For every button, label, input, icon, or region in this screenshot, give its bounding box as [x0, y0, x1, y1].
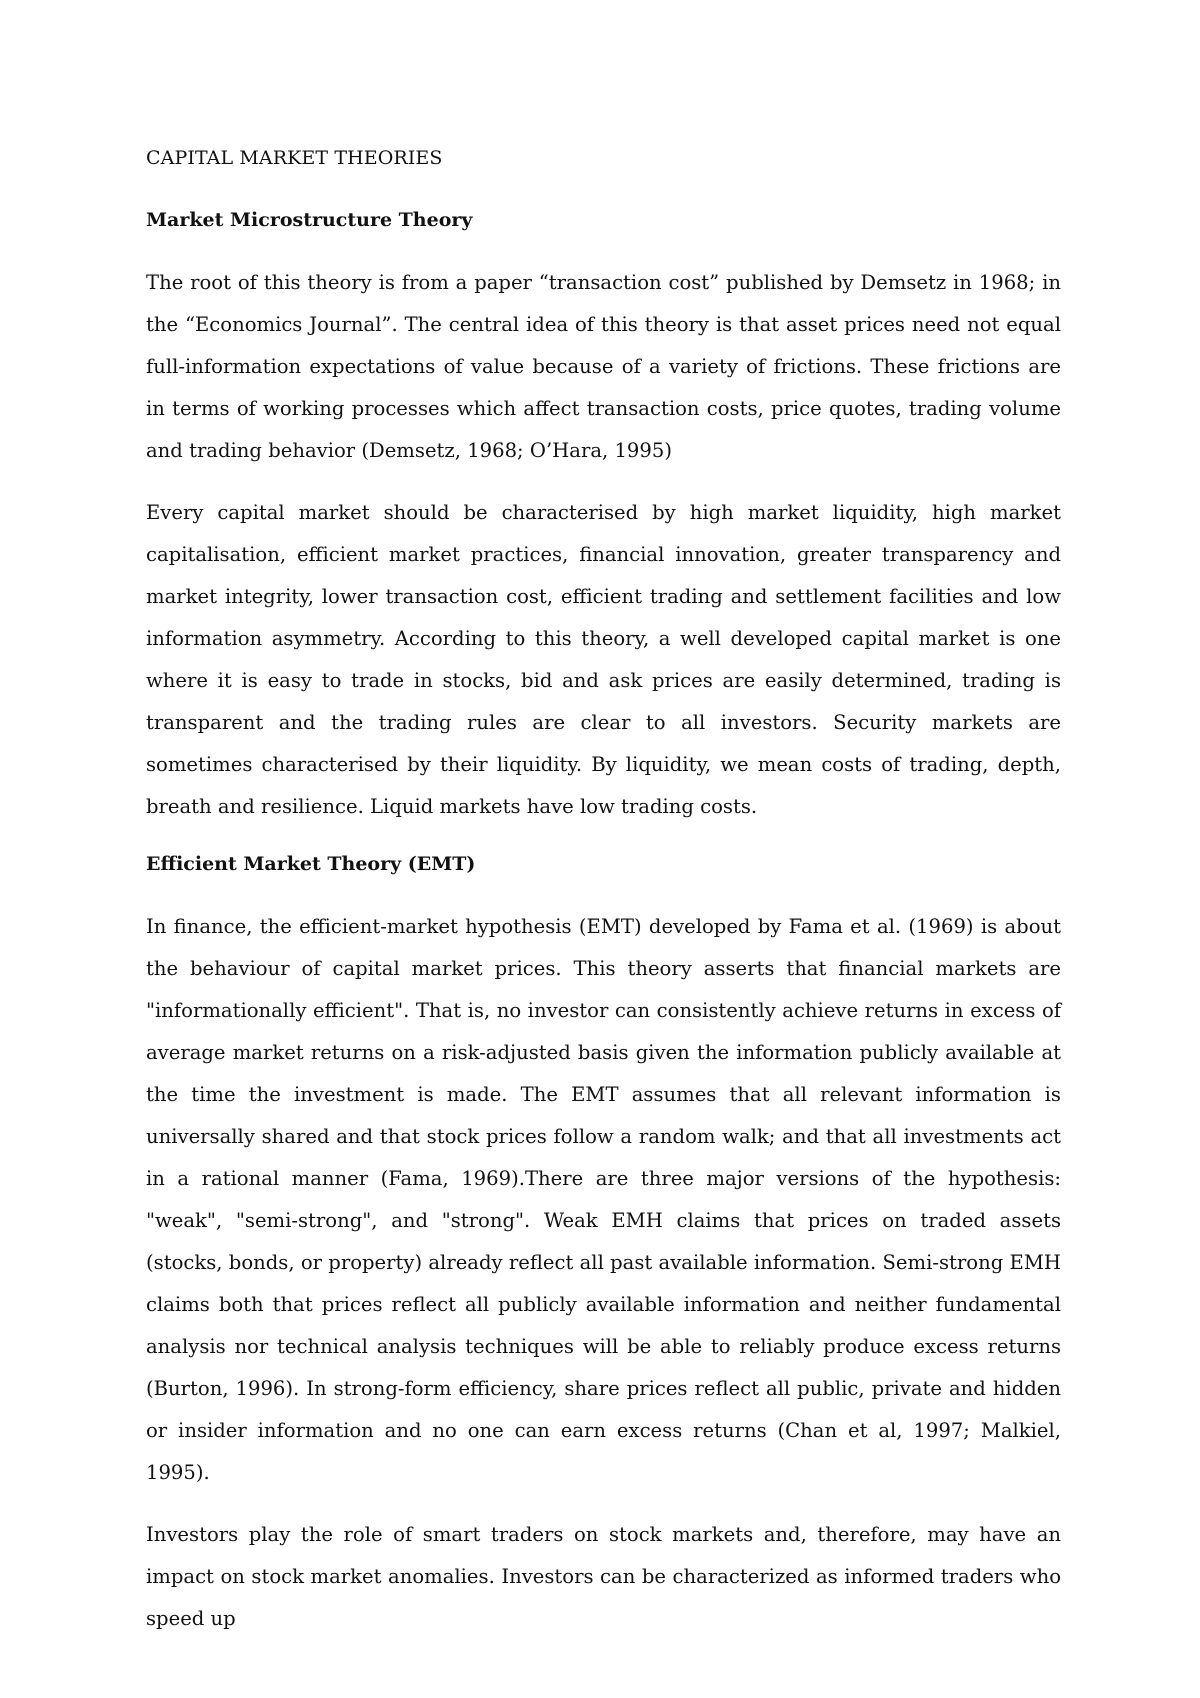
- paragraph-microstructure-2: Every capital market should be characterised by high market liquidity, high market capitalisation, efficient market practices, financial innovation, greater transparency and market integrity, lower transaction cost, efficient trading and settlement facilities and low information asymmetry. According to this theory, a well developed capital market is one where it is easy to trade in stocks, bid and ask prices are easily determined, trading is transparent and the trading rules are clear to all investors. Security markets are sometimes characterised by their liquidity. By liquidity, we mean costs of trading, depth, breath and resilience. Liquid markets have low trading costs.: [146, 501, 1061, 818]
- section-heading-emt: Efficient Market Theory (EMT): [146, 853, 476, 875]
- paragraph-emt-2: Investors play the role of smart traders on stock markets and, therefore, may have an impact on stock market anomalies. Investors can be characterized as informed traders who speed up: [146, 1523, 1061, 1630]
- paragraph-emt-1: In finance, the efficient-market hypothesis (EMT) developed by Fama et al. (1969) is about the behaviour of capital market prices. This theory asserts that financial markets are "informationally efficient". That is, no investor can consistently achieve returns in excess of average market returns on a risk-adjusted basis given the information publicly available at the time the investment is made. The EMT assumes that all relevant information is universally shared and that stock prices follow a random walk; and that all investments act in a rational manner (Fama, 1969).There are three major versions of the hypothesis: "weak", "semi-strong", and "strong". Weak EMH claims that prices on traded assets (stocks, bonds, or property) already reflect all past available information. Semi-strong EMH claims both that prices reflect all publicly available information and neither fundamental analysis nor technical analysis techniques will be able to reliably produce excess returns (Burton, 1996). In strong-form efficiency, share prices reflect all public, private and hidden or insider information and no one can earn excess returns (Chan et al, 1997; Malkiel, 1995).: [146, 915, 1061, 1484]
- document-title: CAPITAL MARKET THEORIES: [146, 147, 443, 169]
- paragraph-microstructure-1: The root of this theory is from a paper “transaction cost” published by Demsetz in 1968; in the “Economics Journal”. The central idea of this theory is that asset prices need not equal full-information expectations of value because of a variety of frictions. These frictions are in terms of working processes which affect transaction costs, price quotes, trading volume and trading behavior (Demsetz, 1968; O’Hara, 1995): [146, 271, 1061, 462]
- document-body: [146, 142, 1061, 1640]
- section-heading-microstructure: Market Microstructure Theory: [146, 209, 473, 231]
